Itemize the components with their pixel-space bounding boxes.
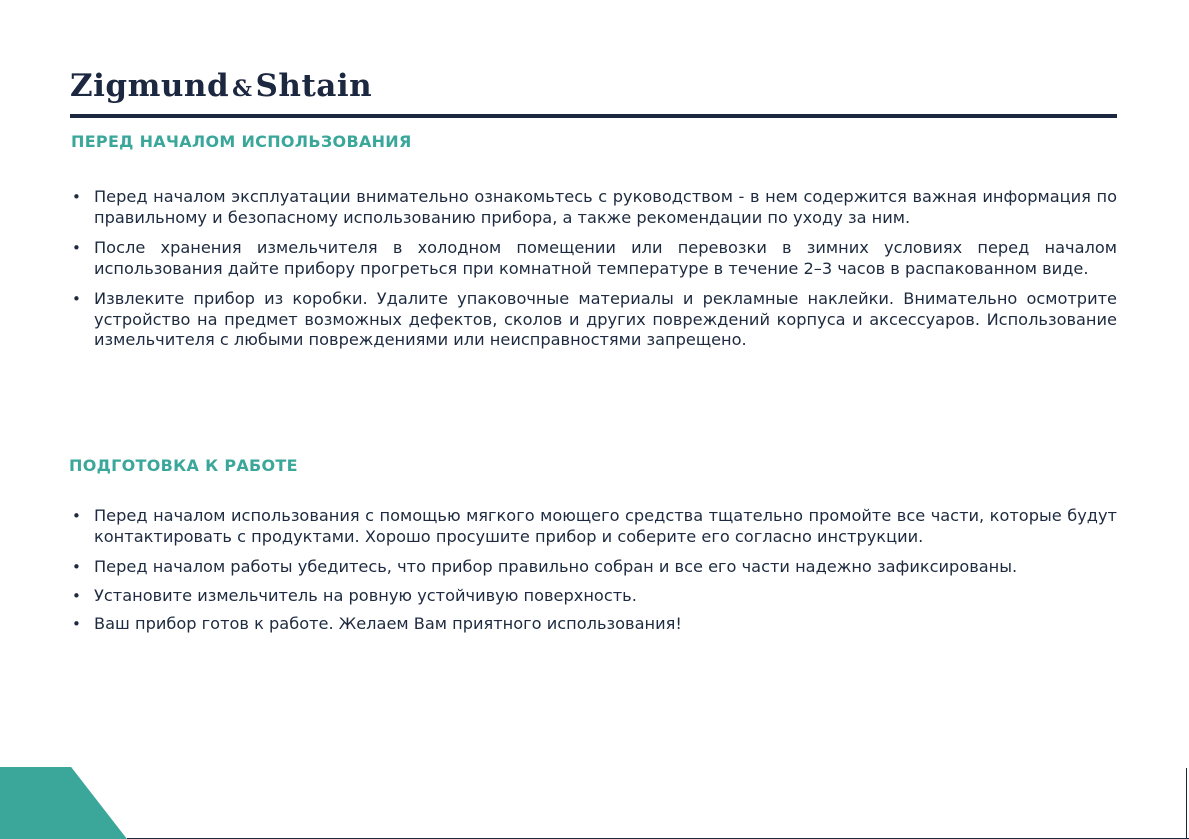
list-item-text: Ваш прибор готов к работе. Желаем Вам приятного использования!	[94, 614, 682, 633]
list-item-text: Извлеките прибор из коробки. Удалите упаковочные материалы и рекламные наклейки. Внимательно осмотрите устройство на предмет возможных дефектов, сколов и других повреждений корпуса и аксессуаров. Использование измельчителя с любыми повреждениями или неисправностями запрещено.	[94, 289, 1117, 349]
list-item-text: Перед началом эксплуатации внимательно ознакомьтесь с руководством - в нем содержится важная информация по правильному и безопасному использованию прибора, а также рекомендации по уходу за ним.	[94, 187, 1117, 227]
header-divider	[70, 114, 1117, 118]
before-use-list	[70, 187, 1117, 361]
page-edge-line	[1186, 768, 1187, 839]
bullet-icon: •	[72, 586, 81, 605]
list-item	[70, 238, 1117, 279]
list-item-text: Установите измельчитель на ровную устойчивую поверхность.	[94, 585, 637, 605]
bullet-icon: •	[72, 558, 81, 576]
bullet-icon: •	[72, 290, 81, 308]
bullet-icon: •	[72, 188, 81, 206]
list-item	[70, 289, 1117, 351]
list-item-text: Перед началом работы убедитесь, что прибор правильно собран и все его части надежно зафиксированы.	[94, 557, 1018, 576]
corner-accent-shape	[0, 767, 127, 839]
brand-logo-word-2: Shtain	[255, 68, 373, 104]
list-item	[70, 614, 1117, 635]
section-title-before-use: ПЕРЕД НАЧАЛОМ ИСПОЛЬЗОВАНИЯ	[71, 132, 412, 151]
list-item-text: После хранения измельчителя в холодном помещении или перевозки в зимних условиях перед началом использования дайте прибору прогреться при комнатной температуре в течение 2–3 часов в распакованном виде.	[94, 238, 1117, 278]
list-item	[70, 506, 1117, 547]
bullet-icon: •	[72, 239, 81, 257]
list-item	[70, 557, 1117, 578]
brand-logo-word-1: Zigmund	[70, 68, 230, 104]
section-title-preparation: ПОДГОТОВКА К РАБОТЕ	[69, 456, 298, 475]
list-item	[70, 187, 1117, 228]
preparation-list	[70, 506, 1117, 643]
brand-logo-ampersand: &	[232, 76, 253, 102]
brand-logo	[70, 66, 372, 109]
list-item	[70, 586, 1117, 607]
bullet-icon: •	[72, 615, 81, 633]
bullet-icon: •	[72, 507, 81, 525]
list-item-text: Перед началом использования с помощью мягкого моющего средства тщательно промойте все части, которые будут контактировать с продуктами. Хорошо просушите прибор и соберите его согласно инструкции.	[94, 506, 1117, 546]
